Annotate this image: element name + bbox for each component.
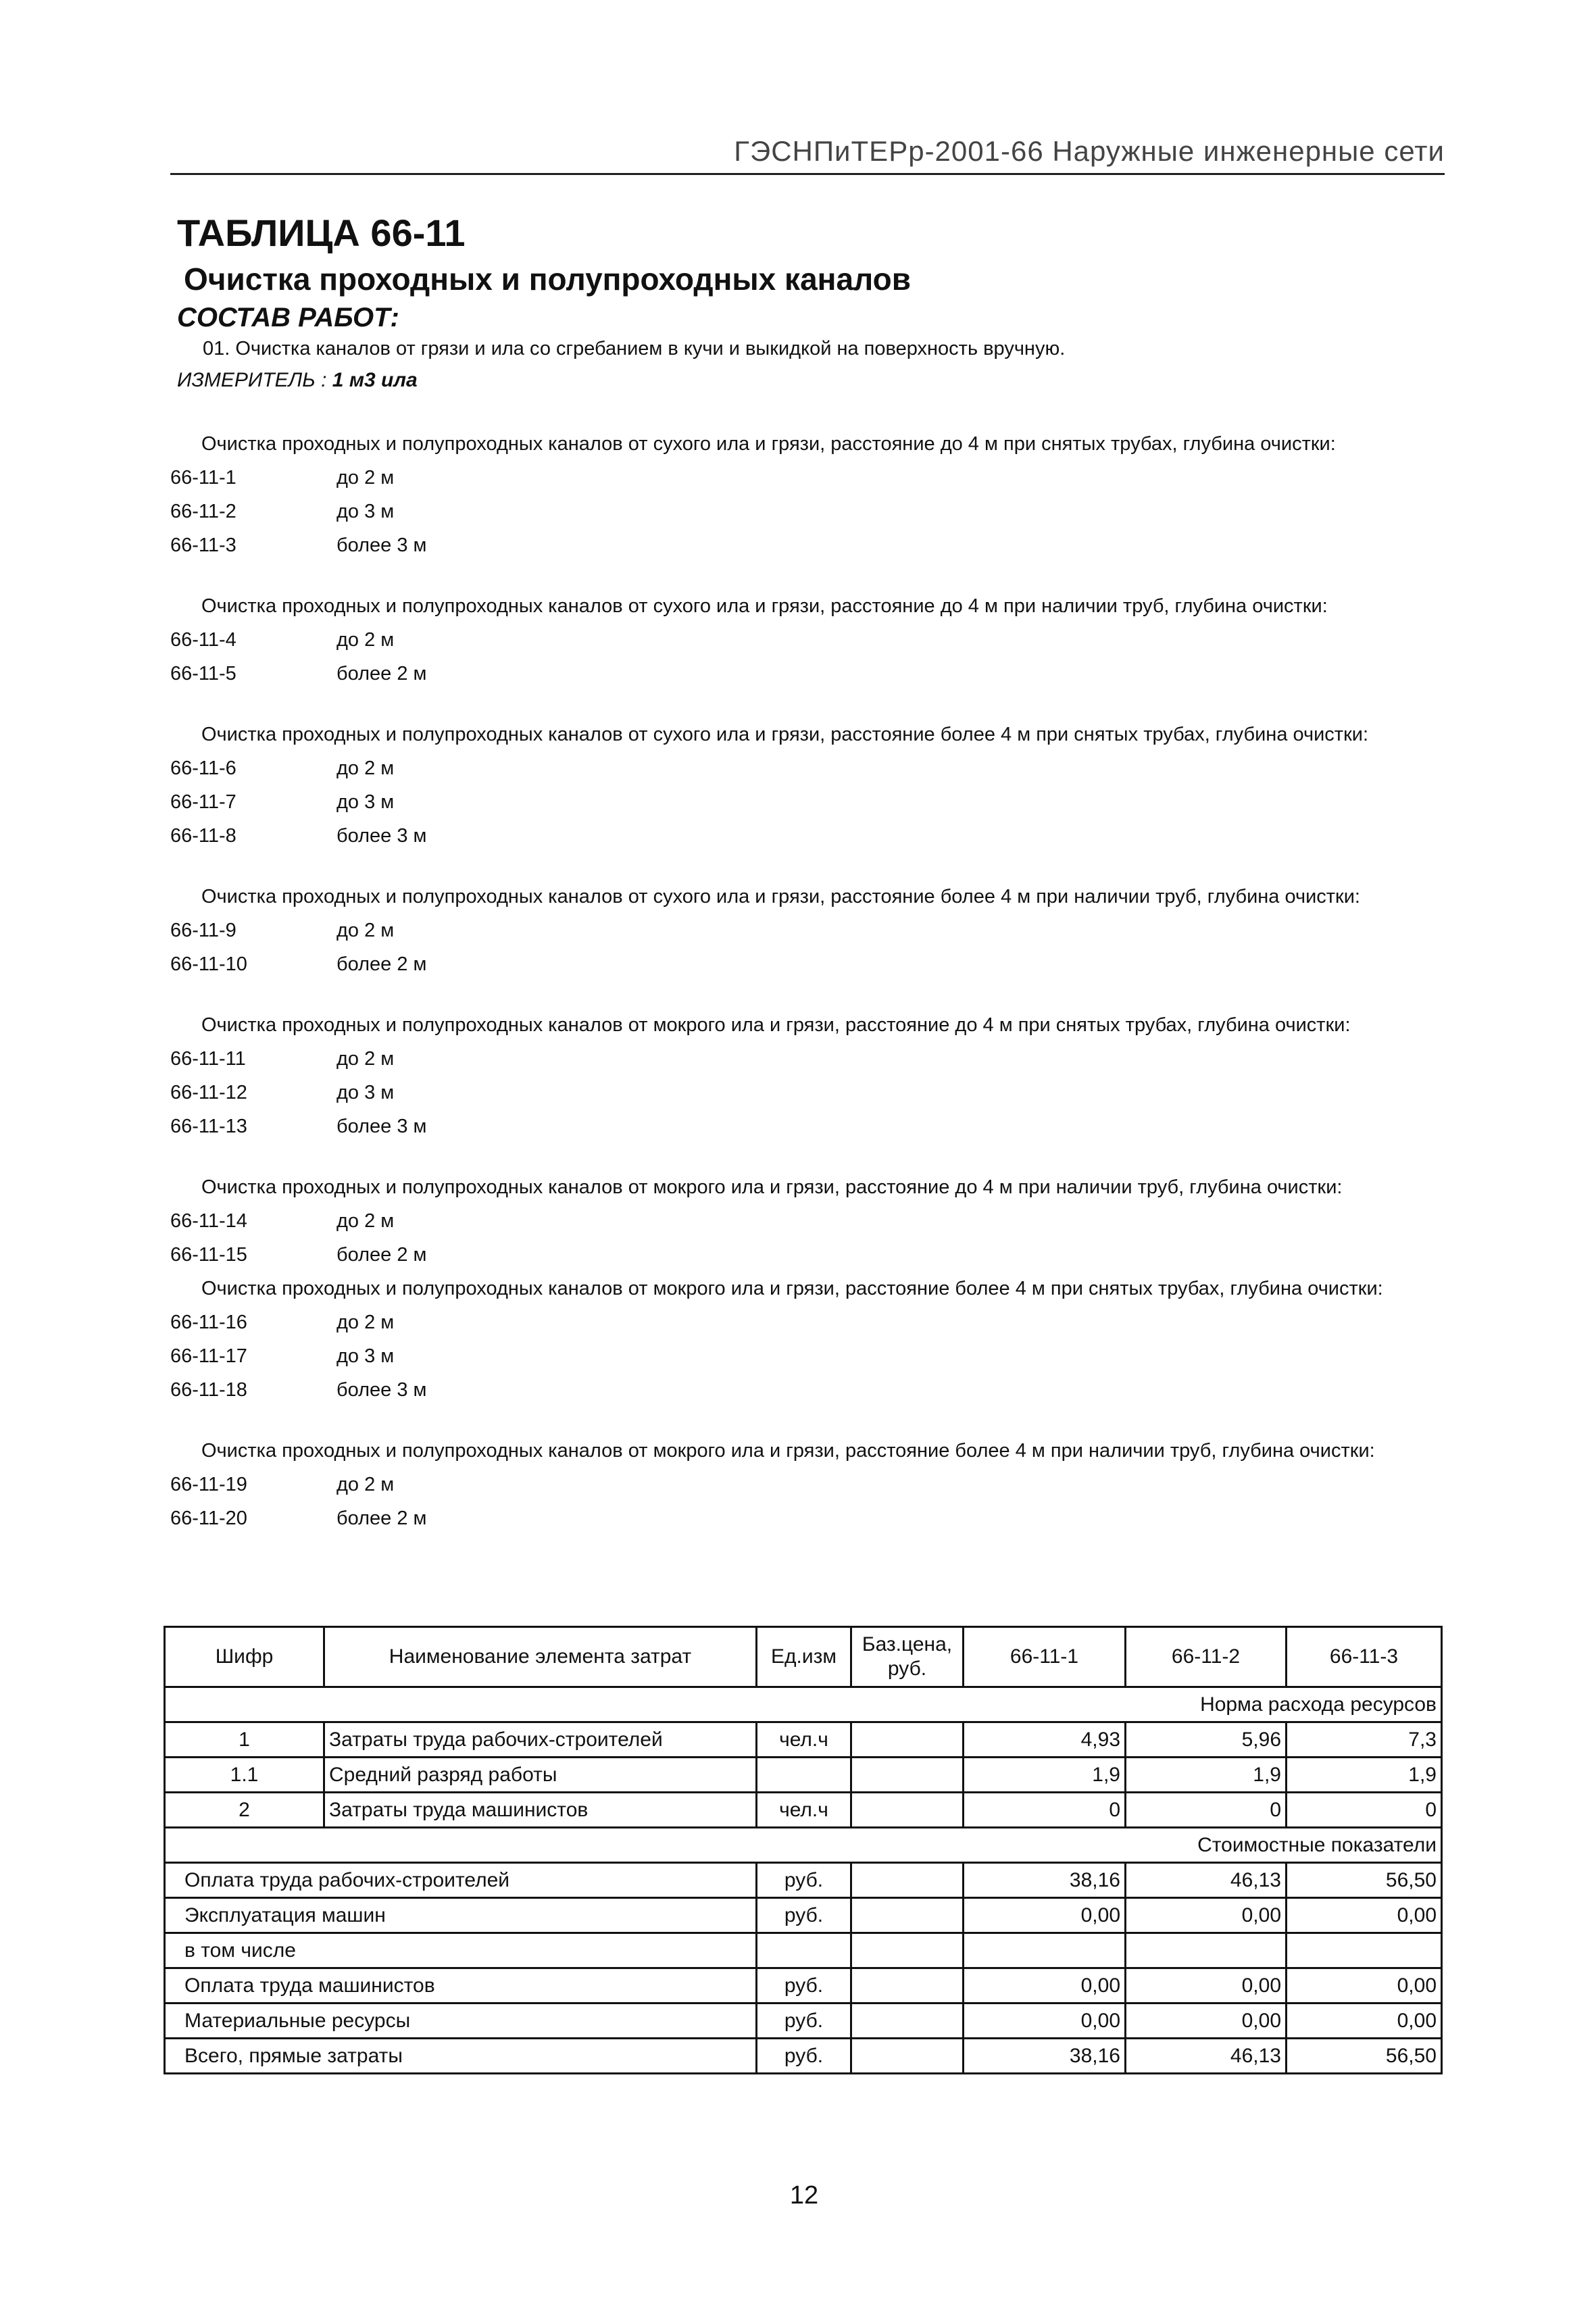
norm-group [170,718,1454,853]
cell-base [851,1863,964,1898]
cell-unit: руб. [757,2039,851,2074]
cell-v3 [1287,1933,1442,1968]
norm-group [170,880,1454,981]
col-header-code: Шифр [165,1627,324,1687]
norm-code: 66-11-3 [170,534,236,556]
cell-v3: 0,00 [1287,1968,1442,2003]
norm-code: 66-11-11 [170,1048,246,1070]
norm-code: 66-11-15 [170,1244,247,1266]
section-label-norms: Норма расхода ресурсов [165,1687,1442,1722]
norm-item [170,1238,1454,1272]
cell-v3: 0,00 [1287,1898,1442,1933]
norm-code: 66-11-2 [170,501,236,522]
norm-desc: более 2 м [336,1508,427,1529]
col-header-name: Наименование элемента затрат [324,1627,757,1687]
cell-base [851,2003,964,2039]
cell-v1: 0,00 [964,2003,1126,2039]
norm-item [170,623,1454,657]
norm-group [170,1272,1454,1407]
norm-item [170,1501,1454,1535]
norm-desc: более 2 м [336,663,427,684]
page-number: 12 [789,2181,819,2210]
norm-code: 66-11-9 [170,920,236,941]
cell-base [851,2039,964,2074]
cell-name: Всего, прямые затраты [165,2039,757,2074]
cell-unit: руб. [757,2003,851,2039]
table-row [165,1968,1442,2003]
norm-item [170,461,1454,495]
col-header-norm-3: 66-11-3 [1287,1627,1442,1687]
norm-code: 66-11-10 [170,953,247,975]
norm-item [170,1110,1454,1143]
cell-v1: 1,9 [964,1758,1126,1793]
norm-groups [170,427,1454,1562]
norm-item [170,751,1454,785]
norm-group [170,1434,1454,1535]
cell-v3: 56,50 [1287,2039,1442,2074]
meter-line [177,369,418,392]
cell-v2: 0,00 [1126,1898,1287,1933]
section-label-costs: Стоимостные показатели [165,1828,1442,1863]
norm-item [170,1204,1454,1238]
cell-name: Оплата труда рабочих-строителей [165,1863,757,1898]
cost-table [164,1626,1443,2074]
norm-code: 66-11-7 [170,791,236,813]
cell-v3: 0 [1287,1793,1442,1828]
table-row [165,1933,1442,1968]
cell-name: в том числе [165,1933,757,1968]
norm-item [170,914,1454,947]
cell-base [851,1933,964,1968]
norm-code: 66-11-13 [170,1116,247,1137]
table-number: ТАБЛИЦА 66-11 [177,211,466,254]
table-row [165,1793,1442,1828]
cell-name: Материальные ресурсы [165,2003,757,2039]
norm-desc: более 2 м [336,953,427,975]
cell-v2: 0,00 [1126,2003,1287,2039]
cell-v2: 0,00 [1126,1968,1287,2003]
table-title: Очистка проходных и полупроходных каналов [184,262,912,297]
group-title: Очистка проходных и полупроходных каналов от мокрого ила и грязи, расстояние более 4 м при снятых трубах, глубина очистки: [201,1278,1383,1299]
cell-v1: 38,16 [964,1863,1126,1898]
norm-desc: до 3 м [336,501,395,522]
col-header-norm-2: 66-11-2 [1126,1627,1287,1687]
cell-v3: 0,00 [1287,2003,1442,2039]
norm-code: 66-11-12 [170,1082,247,1103]
table-row [165,2003,1442,2039]
col-header-norm-1: 66-11-1 [964,1627,1126,1687]
norm-group [170,1170,1454,1272]
cell-unit: руб. [757,1968,851,2003]
norm-desc: до 2 м [336,920,395,941]
table-row [165,1722,1442,1758]
norm-item [170,1305,1454,1339]
group-title: Очистка проходных и полупроходных каналов от сухого ила и грязи, расстояние более 4 м при снятых трубах, глубина очистки: [201,724,1369,745]
cell-name: Затраты труда машинистов [324,1793,757,1828]
cell-code: 1.1 [165,1758,324,1793]
norm-desc: до 2 м [336,1210,395,1232]
cell-base [851,1793,964,1828]
table-row [165,1898,1442,1933]
norm-desc: до 2 м [336,467,395,489]
cell-v1: 4,93 [964,1722,1126,1758]
norm-code: 66-11-18 [170,1379,247,1401]
norm-desc: более 2 м [336,1244,427,1266]
norm-desc: более 3 м [336,1116,427,1137]
cell-base [851,1722,964,1758]
norm-item [170,947,1454,981]
norm-desc: более 3 м [336,825,427,847]
cell-unit: руб. [757,1898,851,1933]
cell-code: 2 [165,1793,324,1828]
norm-group [170,427,1454,562]
norm-code: 66-11-6 [170,757,236,779]
group-title: Очистка проходных и полупроходных каналов от мокрого ила и грязи, расстояние более 4 м при наличии труб, глубина очистки: [201,1440,1375,1462]
meter-label: ИЗМЕРИТЕЛЬ : [177,369,327,391]
norm-code: 66-11-4 [170,629,236,651]
norm-desc: до 2 м [336,1048,395,1070]
norm-item [170,1076,1454,1110]
norm-group [170,1008,1454,1143]
group-title: Очистка проходных и полупроходных каналов от сухого ила и грязи, расстояние более 4 м при наличии труб, глубина очистки: [201,886,1360,907]
norm-group [170,589,1454,691]
norm-code: 66-11-20 [170,1508,247,1529]
cell-unit [757,1933,851,1968]
norm-item [170,1042,1454,1076]
norm-code: 66-11-14 [170,1210,247,1232]
cell-base [851,1758,964,1793]
norm-desc: более 3 м [336,1379,427,1401]
cell-v2: 1,9 [1126,1758,1287,1793]
norm-desc: до 2 м [336,757,395,779]
table-row [165,1758,1442,1793]
cell-v2: 46,13 [1126,2039,1287,2074]
norm-item [170,819,1454,853]
cell-v2: 0 [1126,1793,1287,1828]
work-composition-heading: СОСТАВ РАБОТ: [177,303,399,332]
norm-item [170,1468,1454,1501]
norm-desc: более 3 м [336,534,427,556]
cell-v1: 38,16 [964,2039,1126,2074]
group-title: Очистка проходных и полупроходных каналов от сухого ила и грязи, расстояние до 4 м при снятых трубах, глубина очистки: [201,433,1336,455]
cell-v2: 5,96 [1126,1722,1287,1758]
norm-desc: до 3 м [336,1082,395,1103]
work-item: 01. Очистка каналов от грязи и ила со сгребанием в кучи и выкидкой на поверхность вручную. [203,338,1066,359]
col-header-unit: Ед.изм [757,1627,851,1687]
cell-name: Средний разряд работы [324,1758,757,1793]
norm-code: 66-11-17 [170,1345,247,1367]
cell-unit [757,1758,851,1793]
cell-v1: 0,00 [964,1898,1126,1933]
norm-code: 66-11-5 [170,663,236,684]
cell-v1: 0,00 [964,1968,1126,2003]
cell-base [851,1968,964,2003]
norm-code: 66-11-19 [170,1474,247,1495]
cell-v3: 7,3 [1287,1722,1442,1758]
cell-name: Затраты труда рабочих-строителей [324,1722,757,1758]
cell-name: Эксплуатация машин [165,1898,757,1933]
cell-unit: чел.ч [757,1793,851,1828]
norm-item [170,657,1454,691]
section-row-costs [165,1828,1442,1863]
section-row-norms [165,1687,1442,1722]
norm-item [170,528,1454,562]
table-row-total [165,2039,1442,2074]
table-header-row [165,1627,1442,1687]
cell-v1: 0 [964,1793,1126,1828]
norm-item [170,785,1454,819]
group-title: Очистка проходных и полупроходных каналов от мокрого ила и грязи, расстояние до 4 м при наличии труб, глубина очистки: [201,1176,1343,1198]
running-header: ГЭСНПиТЕРр-2001-66 Наружные инженерные сети [170,130,1445,175]
norm-item [170,495,1454,528]
meter-value: 1 м3 ила [332,369,418,391]
norm-desc: до 3 м [336,1345,395,1367]
cell-unit: руб. [757,1863,851,1898]
group-title: Очистка проходных и полупроходных каналов от мокрого ила и грязи, расстояние до 4 м при снятых трубах, глубина очистки: [201,1014,1351,1036]
norm-code: 66-11-8 [170,825,236,847]
norm-desc: до 3 м [336,791,395,813]
cell-v3: 1,9 [1287,1758,1442,1793]
cell-code: 1 [165,1722,324,1758]
norm-item [170,1373,1454,1407]
cell-unit: чел.ч [757,1722,851,1758]
norm-code: 66-11-16 [170,1312,247,1333]
cell-v2 [1126,1933,1287,1968]
cell-name: Оплата труда машинистов [165,1968,757,2003]
norm-item [170,1339,1454,1373]
norm-desc: до 2 м [336,1474,395,1495]
col-header-base-price: Баз.цена, руб. [851,1627,964,1687]
group-title: Очистка проходных и полупроходных каналов от сухого ила и грязи, расстояние до 4 м при наличии труб, глубина очистки: [201,595,1328,617]
cell-v3: 56,50 [1287,1863,1442,1898]
cell-v1 [964,1933,1126,1968]
table-row [165,1863,1442,1898]
cell-v2: 46,13 [1126,1863,1287,1898]
norm-desc: до 2 м [336,629,395,651]
norm-code: 66-11-1 [170,467,236,489]
cell-base [851,1898,964,1933]
norm-desc: до 2 м [336,1312,395,1333]
